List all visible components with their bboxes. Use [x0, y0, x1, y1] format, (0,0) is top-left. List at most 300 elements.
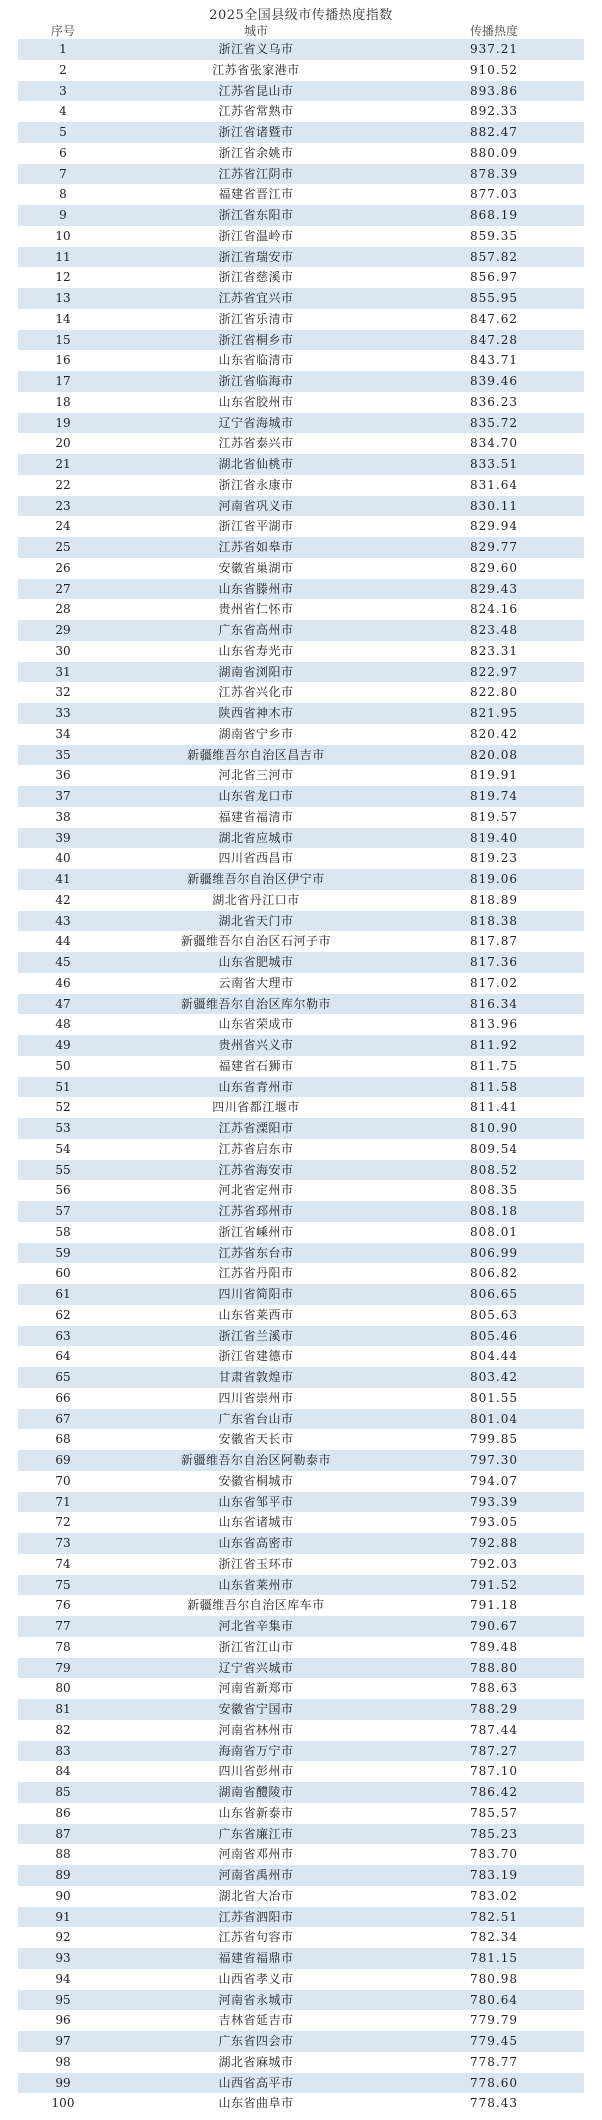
- table-row: [18, 1699, 584, 1720]
- cell-score: 788.63: [470, 1681, 518, 1696]
- table-row: [18, 1761, 584, 1782]
- cell-rank: 57: [18, 1201, 108, 1222]
- table-row: [18, 973, 584, 994]
- cell-city: 山东省邹平市: [108, 1492, 404, 1513]
- cell-score: 823.48: [404, 620, 584, 641]
- cell-city: 浙江省乐清市: [218, 311, 294, 326]
- cell-rank: 55: [18, 1160, 108, 1181]
- cell-rank: 56: [55, 1183, 71, 1198]
- cell-city: 山西省孝义市: [218, 1971, 294, 1986]
- cell-score: 822.80: [470, 685, 518, 700]
- cell-rank: 24: [55, 519, 71, 534]
- cell-rank: 96: [55, 2013, 71, 2028]
- cell-score: 787.44: [470, 1722, 518, 1737]
- table-header: [18, 22, 584, 38]
- cell-city: 河南省巩义市: [108, 496, 404, 517]
- table-row: [18, 309, 584, 330]
- table-row: [18, 1346, 584, 1367]
- cell-city: 浙江省桐乡市: [108, 330, 404, 351]
- cell-rank: 29: [18, 620, 108, 641]
- cell-city: 山东省曲阜市: [218, 2096, 294, 2111]
- table-row: [18, 60, 584, 81]
- cell-score: 819.57: [470, 809, 518, 824]
- cell-rank: 84: [55, 1764, 71, 1779]
- cell-city: 山东省胶州市: [218, 394, 294, 409]
- cell-city: 安徽省桐城市: [218, 1473, 294, 1488]
- cell-rank: 63: [18, 1326, 108, 1347]
- cell-city: 山东省寿光市: [218, 643, 294, 658]
- cell-score: 819.40: [404, 828, 584, 849]
- table-row: [18, 1533, 584, 1554]
- cell-score: 780.64: [404, 1990, 584, 2011]
- cell-city: 浙江省慈溪市: [218, 270, 294, 285]
- cell-city: 山东省莱西市: [218, 1307, 294, 1322]
- cell-rank: 2: [59, 62, 67, 77]
- cell-score: 877.03: [470, 187, 518, 202]
- table-row: [18, 122, 584, 143]
- cell-city: 浙江省东阳市: [108, 205, 404, 226]
- cell-city: 新疆维吾尔自治区石河子市: [180, 934, 331, 949]
- table-row: [18, 558, 584, 579]
- table-row: [18, 1056, 584, 1077]
- cell-city: 四川省都江堰市: [212, 1100, 300, 1115]
- cell-score: 783.70: [470, 1847, 518, 1862]
- cell-city: 江苏省句容市: [218, 1930, 294, 1945]
- cell-city: 广东省高州市: [108, 620, 404, 641]
- cell-rank: 49: [18, 1035, 108, 1056]
- cell-rank: 6: [59, 145, 67, 160]
- cell-score: 830.11: [404, 496, 584, 517]
- cell-city: 福建省晋江市: [218, 187, 294, 202]
- table-row: [18, 1492, 584, 1513]
- cell-rank: 35: [18, 745, 108, 766]
- cell-rank: 51: [18, 1077, 108, 1098]
- table-row: [18, 205, 584, 226]
- cell-city: 河北省定州市: [218, 1183, 294, 1198]
- table-row: [18, 350, 584, 371]
- cell-rank: 52: [55, 1100, 71, 1115]
- cell-score: 808.35: [470, 1183, 518, 1198]
- cell-city: 河北省三河市: [218, 768, 294, 783]
- table-row: [18, 371, 584, 392]
- cell-city: 山东省临清市: [218, 353, 294, 368]
- cell-city: 新疆维吾尔自治区昌吉市: [108, 745, 404, 766]
- table-row: [18, 1865, 584, 1886]
- cell-rank: 46: [55, 975, 71, 990]
- cell-score: 781.15: [404, 1948, 584, 1969]
- cell-score: 937.21: [404, 39, 584, 60]
- cell-score: 780.98: [470, 1971, 518, 1986]
- cell-city: 贵州省兴义市: [108, 1035, 404, 1056]
- cell-score: 785.23: [404, 1824, 584, 1845]
- cell-city: 湖北省天门市: [108, 911, 404, 932]
- cell-score: 824.16: [470, 602, 518, 617]
- table-row: [18, 1886, 584, 1907]
- cell-rank: 100: [51, 2096, 75, 2111]
- cell-city: 江苏省泗阳市: [108, 1907, 404, 1928]
- cell-score: 801.55: [470, 1390, 518, 1405]
- cell-score: 822.97: [404, 662, 584, 683]
- table-row: [18, 1678, 584, 1699]
- cell-score: 811.92: [404, 1035, 584, 1056]
- table-row: [18, 1367, 584, 1388]
- table-row: [18, 496, 584, 517]
- cell-rank: 59: [18, 1243, 108, 1264]
- cell-city: 湖北省丹江口市: [212, 892, 300, 907]
- cell-rank: 79: [18, 1658, 108, 1679]
- cell-city: 安徽省巢湖市: [218, 560, 294, 575]
- cell-rank: 30: [55, 643, 71, 658]
- cell-score: 859.35: [470, 228, 518, 243]
- cell-score: 878.39: [404, 164, 584, 185]
- cell-city: 山东省荣成市: [218, 1017, 294, 1032]
- cell-score: 782.51: [404, 1907, 584, 1928]
- cell-rank: 80: [55, 1681, 71, 1696]
- cell-rank: 92: [55, 1930, 71, 1945]
- cell-rank: 40: [55, 851, 71, 866]
- cell-city: 福建省福鼎市: [108, 1948, 404, 1969]
- cell-rank: 60: [55, 1266, 71, 1281]
- cell-score: 778.60: [404, 2073, 584, 2094]
- table-row: [18, 828, 584, 849]
- cell-city: 山东省龙口市: [108, 786, 404, 807]
- cell-rank: 66: [55, 1390, 71, 1405]
- table-row: [18, 1180, 584, 1201]
- cell-score: 806.99: [404, 1243, 584, 1264]
- cell-rank: 42: [55, 892, 71, 907]
- table-row: [18, 848, 584, 869]
- cell-rank: 94: [55, 1971, 71, 1986]
- cell-city: 新疆维吾尔自治区库尔勒市: [108, 994, 404, 1015]
- table-row: [18, 724, 584, 745]
- table-row: [18, 454, 584, 475]
- table-row: [18, 143, 584, 164]
- cell-score: 817.36: [404, 952, 584, 973]
- cell-score: 803.42: [404, 1367, 584, 1388]
- cell-rank: 8: [59, 187, 67, 202]
- table-row: [18, 890, 584, 911]
- table-row: [18, 1450, 584, 1471]
- table-row: [18, 1616, 584, 1637]
- cell-score: 823.31: [470, 643, 518, 658]
- cell-score: 831.64: [470, 477, 518, 492]
- table-row: [18, 662, 584, 683]
- table-row: [18, 516, 584, 537]
- cell-score: 810.90: [404, 1118, 584, 1139]
- table-row: [18, 682, 584, 703]
- cell-city: 四川省简阳市: [108, 1284, 404, 1305]
- cell-city: 江苏省启东市: [218, 1141, 294, 1156]
- table-row: [18, 1741, 584, 1762]
- cell-score: 836.23: [470, 394, 518, 409]
- cell-rank: 22: [55, 477, 71, 492]
- cell-rank: 50: [55, 1058, 71, 1073]
- cell-city: 湖北省麻城市: [218, 2054, 294, 2069]
- table-row: [18, 226, 584, 247]
- table-row: [18, 433, 584, 454]
- cell-rank: 64: [55, 1349, 71, 1364]
- table-row: [18, 620, 584, 641]
- cell-score: 820.42: [470, 726, 518, 741]
- cell-city: 河南省禹州市: [108, 1865, 404, 1886]
- cell-score: 818.89: [470, 892, 518, 907]
- cell-rank: 53: [18, 1118, 108, 1139]
- cell-score: 855.95: [404, 288, 584, 309]
- cell-score: 816.34: [404, 994, 584, 1015]
- cell-rank: 81: [18, 1699, 108, 1720]
- ranking-table-body: [18, 39, 584, 2114]
- cell-city: 福建省石狮市: [218, 1058, 294, 1073]
- cell-city: 江苏省溧阳市: [108, 1118, 404, 1139]
- cell-city: 浙江省永康市: [218, 477, 294, 492]
- cell-score: 892.33: [470, 104, 518, 119]
- cell-city: 广东省四会市: [108, 2031, 404, 2052]
- cell-city: 山东省新泰市: [218, 1805, 294, 1820]
- table-row: [18, 1326, 584, 1347]
- table-row: [18, 537, 584, 558]
- cell-rank: 43: [18, 911, 108, 932]
- table-row: [18, 1284, 584, 1305]
- cell-score: 808.01: [470, 1224, 518, 1239]
- table-row: [18, 579, 584, 600]
- cell-city: 湖北省仙桃市: [108, 454, 404, 475]
- cell-city: 山东省诸城市: [218, 1515, 294, 1530]
- cell-rank: 18: [55, 394, 71, 409]
- table-row: [18, 39, 584, 60]
- cell-score: 792.88: [404, 1533, 584, 1554]
- cell-rank: 86: [55, 1805, 71, 1820]
- cell-rank: 11: [18, 247, 108, 268]
- cell-score: 786.42: [404, 1782, 584, 1803]
- cell-city: 新疆维吾尔自治区伊宁市: [108, 869, 404, 890]
- cell-rank: 4: [59, 104, 67, 119]
- table-row: [18, 1201, 584, 1222]
- cell-city: 湖北省大冶市: [218, 1888, 294, 1903]
- cell-score: 857.82: [404, 247, 584, 268]
- cell-score: 793.39: [404, 1492, 584, 1513]
- cell-rank: 74: [55, 1556, 71, 1571]
- header-rank: 序号: [50, 24, 75, 38]
- cell-rank: 9: [18, 205, 108, 226]
- cell-rank: 72: [55, 1515, 71, 1530]
- cell-score: 805.63: [470, 1307, 518, 1322]
- cell-score: 843.71: [470, 353, 518, 368]
- cell-city: 江苏省昆山市: [108, 81, 404, 102]
- table-row: [18, 267, 584, 288]
- cell-rank: 44: [55, 934, 71, 949]
- cell-rank: 65: [18, 1367, 108, 1388]
- cell-score: 820.08: [404, 745, 584, 766]
- cell-city: 云南省大理市: [218, 975, 294, 990]
- table-row: [18, 1948, 584, 1969]
- cell-rank: 70: [55, 1473, 71, 1488]
- cell-rank: 39: [18, 828, 108, 849]
- cell-rank: 99: [18, 2073, 108, 2094]
- cell-city: 山东省滕州市: [108, 579, 404, 600]
- cell-score: 808.18: [404, 1201, 584, 1222]
- cell-score: 805.46: [404, 1326, 584, 1347]
- cell-rank: 47: [18, 994, 108, 1015]
- cell-score: 817.87: [470, 934, 518, 949]
- table-row: [18, 869, 584, 890]
- cell-score: 882.47: [404, 122, 584, 143]
- table-row: [18, 164, 584, 185]
- cell-rank: 37: [18, 786, 108, 807]
- cell-rank: 20: [55, 436, 71, 451]
- table-row: [18, 1990, 584, 2011]
- cell-city: 福建省福清市: [218, 809, 294, 824]
- cell-city: 江苏省海安市: [108, 1160, 404, 1181]
- table-row: [18, 1097, 584, 1118]
- cell-city: 江苏省张家港市: [212, 62, 300, 77]
- cell-rank: 5: [18, 122, 108, 143]
- cell-score: 792.03: [470, 1556, 518, 1571]
- cell-rank: 38: [55, 809, 71, 824]
- cell-score: 847.62: [470, 311, 518, 326]
- cell-city: 广东省台山市: [108, 1409, 404, 1430]
- cell-score: 799.85: [470, 1432, 518, 1447]
- table-row: [18, 1803, 584, 1824]
- table-row: [18, 1575, 584, 1596]
- cell-city: 广东省廉江市: [108, 1824, 404, 1845]
- table-row: [18, 1637, 584, 1658]
- cell-city: 海南省万宁市: [108, 1741, 404, 1762]
- cell-city: 贵州省仁怀市: [218, 602, 294, 617]
- table-row: [18, 1222, 584, 1243]
- cell-rank: 98: [55, 2054, 71, 2069]
- cell-score: 809.54: [470, 1141, 518, 1156]
- cell-city: 江苏省兴化市: [218, 685, 294, 700]
- cell-city: 辽宁省海城市: [108, 413, 404, 434]
- table-row: [18, 807, 584, 828]
- cell-rank: 16: [55, 353, 71, 368]
- cell-rank: 54: [55, 1141, 71, 1156]
- cell-rank: 77: [18, 1616, 108, 1637]
- cell-city: 浙江省兰溪市: [108, 1326, 404, 1347]
- table-row: [18, 703, 584, 724]
- cell-score: 788.29: [404, 1699, 584, 1720]
- cell-score: 856.97: [470, 270, 518, 285]
- cell-score: 819.23: [470, 851, 518, 866]
- cell-rank: 82: [55, 1722, 71, 1737]
- table-row: [18, 330, 584, 351]
- cell-rank: 13: [18, 288, 108, 309]
- cell-score: 833.51: [404, 454, 584, 475]
- cell-city: 浙江省余姚市: [218, 145, 294, 160]
- cell-city: 四川省西昌市: [218, 851, 294, 866]
- cell-city: 河南省永城市: [108, 1990, 404, 2011]
- table-row: [18, 952, 584, 973]
- cell-score: 834.70: [470, 436, 518, 451]
- cell-score: 779.79: [470, 2013, 518, 2028]
- cell-rank: 31: [18, 662, 108, 683]
- cell-score: 829.43: [404, 579, 584, 600]
- cell-score: 801.04: [404, 1409, 584, 1430]
- cell-score: 811.58: [404, 1077, 584, 1098]
- table-row: [18, 1824, 584, 1845]
- cell-score: 787.27: [404, 1741, 584, 1762]
- cell-score: 794.07: [470, 1473, 518, 1488]
- table-row: [18, 1305, 584, 1326]
- cell-rank: 3: [18, 81, 108, 102]
- cell-city: 甘肃省敦煌市: [108, 1367, 404, 1388]
- cell-rank: 71: [18, 1492, 108, 1513]
- table-row: [18, 288, 584, 309]
- table-row: [18, 1409, 584, 1430]
- cell-city: 吉林省延吉市: [218, 2013, 294, 2028]
- table-row: [18, 392, 584, 413]
- cell-rank: 78: [55, 1639, 71, 1654]
- table-row: [18, 1595, 584, 1616]
- cell-rank: 36: [55, 768, 71, 783]
- cell-rank: 21: [18, 454, 108, 475]
- cell-rank: 75: [18, 1575, 108, 1596]
- cell-score: 790.67: [404, 1616, 584, 1637]
- table-row: [18, 1243, 584, 1264]
- cell-score: 778.77: [470, 2054, 518, 2069]
- cell-rank: 23: [18, 496, 108, 517]
- table-row: [18, 931, 584, 952]
- cell-rank: 7: [18, 164, 108, 185]
- table-row: [18, 1969, 584, 1990]
- table-row: [18, 745, 584, 766]
- cell-city: 江苏省如皋市: [108, 537, 404, 558]
- cell-rank: 89: [18, 1865, 108, 1886]
- cell-rank: 88: [55, 1847, 71, 1862]
- page-title: 2025全国县级市传播热度指数: [209, 8, 393, 23]
- cell-rank: 90: [55, 1888, 71, 1903]
- cell-score: 829.94: [470, 519, 518, 534]
- cell-rank: 76: [55, 1598, 71, 1613]
- cell-city: 安徽省宁国市: [108, 1699, 404, 1720]
- cell-score: 783.02: [470, 1888, 518, 1903]
- cell-city: 浙江省义乌市: [108, 39, 404, 60]
- cell-score: 783.19: [404, 1865, 584, 1886]
- cell-rank: 45: [18, 952, 108, 973]
- table-row: [18, 641, 584, 662]
- cell-score: 821.95: [404, 703, 584, 724]
- cell-score: 778.43: [470, 2096, 518, 2111]
- cell-score: 829.77: [404, 537, 584, 558]
- cell-rank: 25: [18, 537, 108, 558]
- header-city: 城市: [243, 24, 268, 38]
- table-row: [18, 765, 584, 786]
- cell-rank: 83: [18, 1741, 108, 1762]
- cell-city: 山东省肥城市: [108, 952, 404, 973]
- table-row: [18, 1160, 584, 1181]
- table-row: [18, 1118, 584, 1139]
- table-row: [18, 2010, 584, 2031]
- table-row: [18, 1927, 584, 1948]
- cell-score: 782.34: [470, 1930, 518, 1945]
- cell-city: 浙江省嵊州市: [218, 1224, 294, 1239]
- cell-score: 819.06: [404, 869, 584, 890]
- cell-rank: 10: [55, 228, 71, 243]
- cell-rank: 93: [18, 1948, 108, 1969]
- table-row: [18, 1139, 584, 1160]
- table-row: [18, 184, 584, 205]
- table-row: [18, 2052, 584, 2073]
- cell-score: 839.46: [404, 371, 584, 392]
- cell-score: 806.82: [470, 1266, 518, 1281]
- cell-rank: 48: [55, 1017, 71, 1032]
- header-score: 传播热度: [469, 24, 518, 38]
- cell-city: 安徽省天长市: [218, 1432, 294, 1447]
- table-row: [18, 994, 584, 1015]
- cell-rank: 34: [55, 726, 71, 741]
- cell-rank: 41: [18, 869, 108, 890]
- cell-rank: 27: [18, 579, 108, 600]
